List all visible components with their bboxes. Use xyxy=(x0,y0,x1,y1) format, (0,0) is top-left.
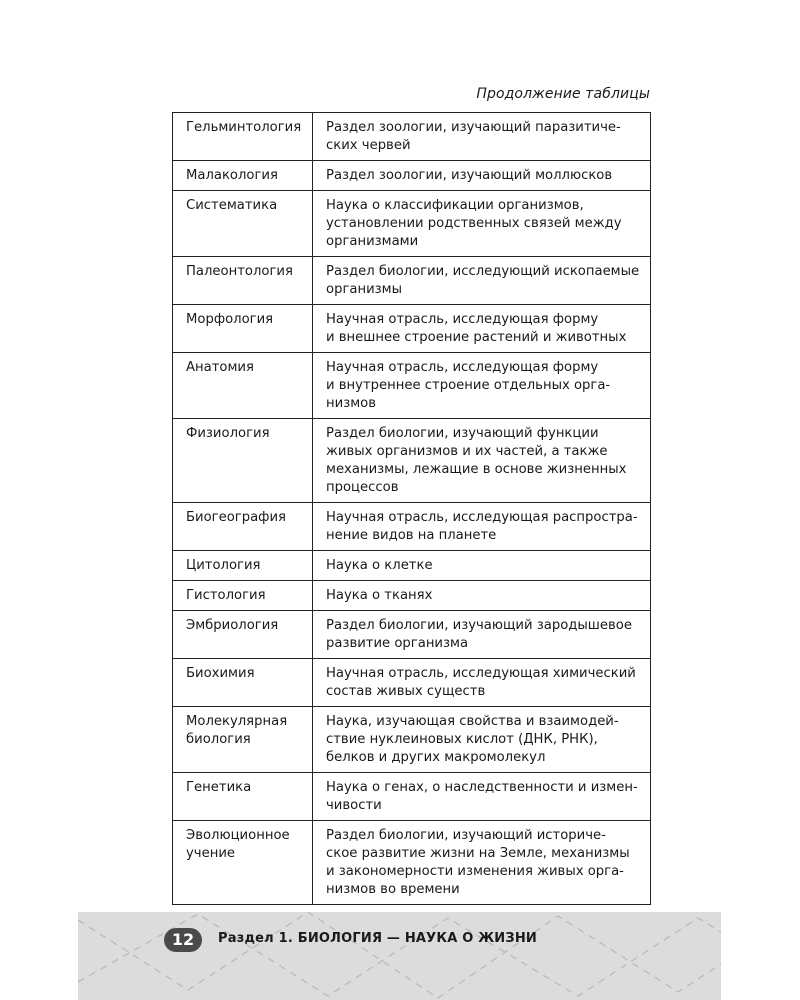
definition-cell: Наука о клетке xyxy=(313,551,651,581)
table-row xyxy=(173,113,651,161)
definition-cell: Научная отрасль, исследующая форму и внешнее строение растений и животных xyxy=(313,305,651,353)
table-row xyxy=(173,305,651,353)
definition-cell: Раздел биологии, изучающий зародышевое развитие организма xyxy=(313,611,651,659)
definition-cell: Научная отрасль, исследующая форму и внутреннее строение отдельных орга- низмов xyxy=(313,353,651,419)
term-cell: Генетика xyxy=(173,773,313,821)
term-cell: Палеонтология xyxy=(173,257,313,305)
term-cell: Биогеография xyxy=(173,503,313,551)
table-row xyxy=(173,257,651,305)
term-cell: Малакология xyxy=(173,161,313,191)
definition-cell: Наука о тканях xyxy=(313,581,651,611)
table-row xyxy=(173,419,651,503)
terms-table-body xyxy=(173,113,651,905)
table-continuation-caption: Продолжение таблицы xyxy=(476,86,650,102)
definition-cell: Наука, изучающая свойства и взаимодей- ствие нуклеиновых кислот (ДНК, РНК), белков и других макромолекул xyxy=(313,707,651,773)
table-row xyxy=(173,191,651,257)
definition-cell: Раздел биологии, изучающий функции живых организмов и их частей, а также механизмы, лежащие в основе жизненных процессов xyxy=(313,419,651,503)
table-row xyxy=(173,611,651,659)
table-row xyxy=(173,161,651,191)
definition-cell: Научная отрасль, исследующая распростра- нение видов на планете xyxy=(313,503,651,551)
table-row xyxy=(173,773,651,821)
footer-pattern xyxy=(78,912,721,1000)
term-cell: Эмбриология xyxy=(173,611,313,659)
definition-cell: Раздел биологии, изучающий историче- ское развитие жизни на Земле, механизмы и закономерности изменения живых орга- низмов во времени xyxy=(313,821,651,905)
table-row xyxy=(173,659,651,707)
table-row xyxy=(173,353,651,419)
term-cell: Гельминтология xyxy=(173,113,313,161)
page-footer xyxy=(78,912,721,1000)
definition-cell: Раздел зоологии, изучающий моллюсков xyxy=(313,161,651,191)
term-cell: Цитология xyxy=(173,551,313,581)
definition-cell: Наука о классификации организмов, установлении родственных связей между организмами xyxy=(313,191,651,257)
term-cell: Молекулярная биология xyxy=(173,707,313,773)
table-row xyxy=(173,707,651,773)
table-row xyxy=(173,821,651,905)
page-number-badge: 12 xyxy=(164,928,202,952)
definition-cell: Раздел зоологии, изучающий паразитиче- ских червей xyxy=(313,113,651,161)
term-cell: Анатомия xyxy=(173,353,313,419)
term-cell: Гистология xyxy=(173,581,313,611)
term-cell: Систематика xyxy=(173,191,313,257)
section-title: Раздел 1. БИОЛОГИЯ — НАУКА О ЖИЗНИ xyxy=(218,931,537,946)
table-row xyxy=(173,503,651,551)
table-row xyxy=(173,551,651,581)
term-cell: Морфология xyxy=(173,305,313,353)
term-cell: Биохимия xyxy=(173,659,313,707)
definition-cell: Научная отрасль, исследующая химический состав живых существ xyxy=(313,659,651,707)
definition-cell: Наука о генах, о наследственности и измен- чивости xyxy=(313,773,651,821)
definition-cell: Раздел биологии, исследующий ископаемые организмы xyxy=(313,257,651,305)
terms-table xyxy=(172,112,651,905)
table-row xyxy=(173,581,651,611)
term-cell: Физиология xyxy=(173,419,313,503)
term-cell: Эволюционное учение xyxy=(173,821,313,905)
